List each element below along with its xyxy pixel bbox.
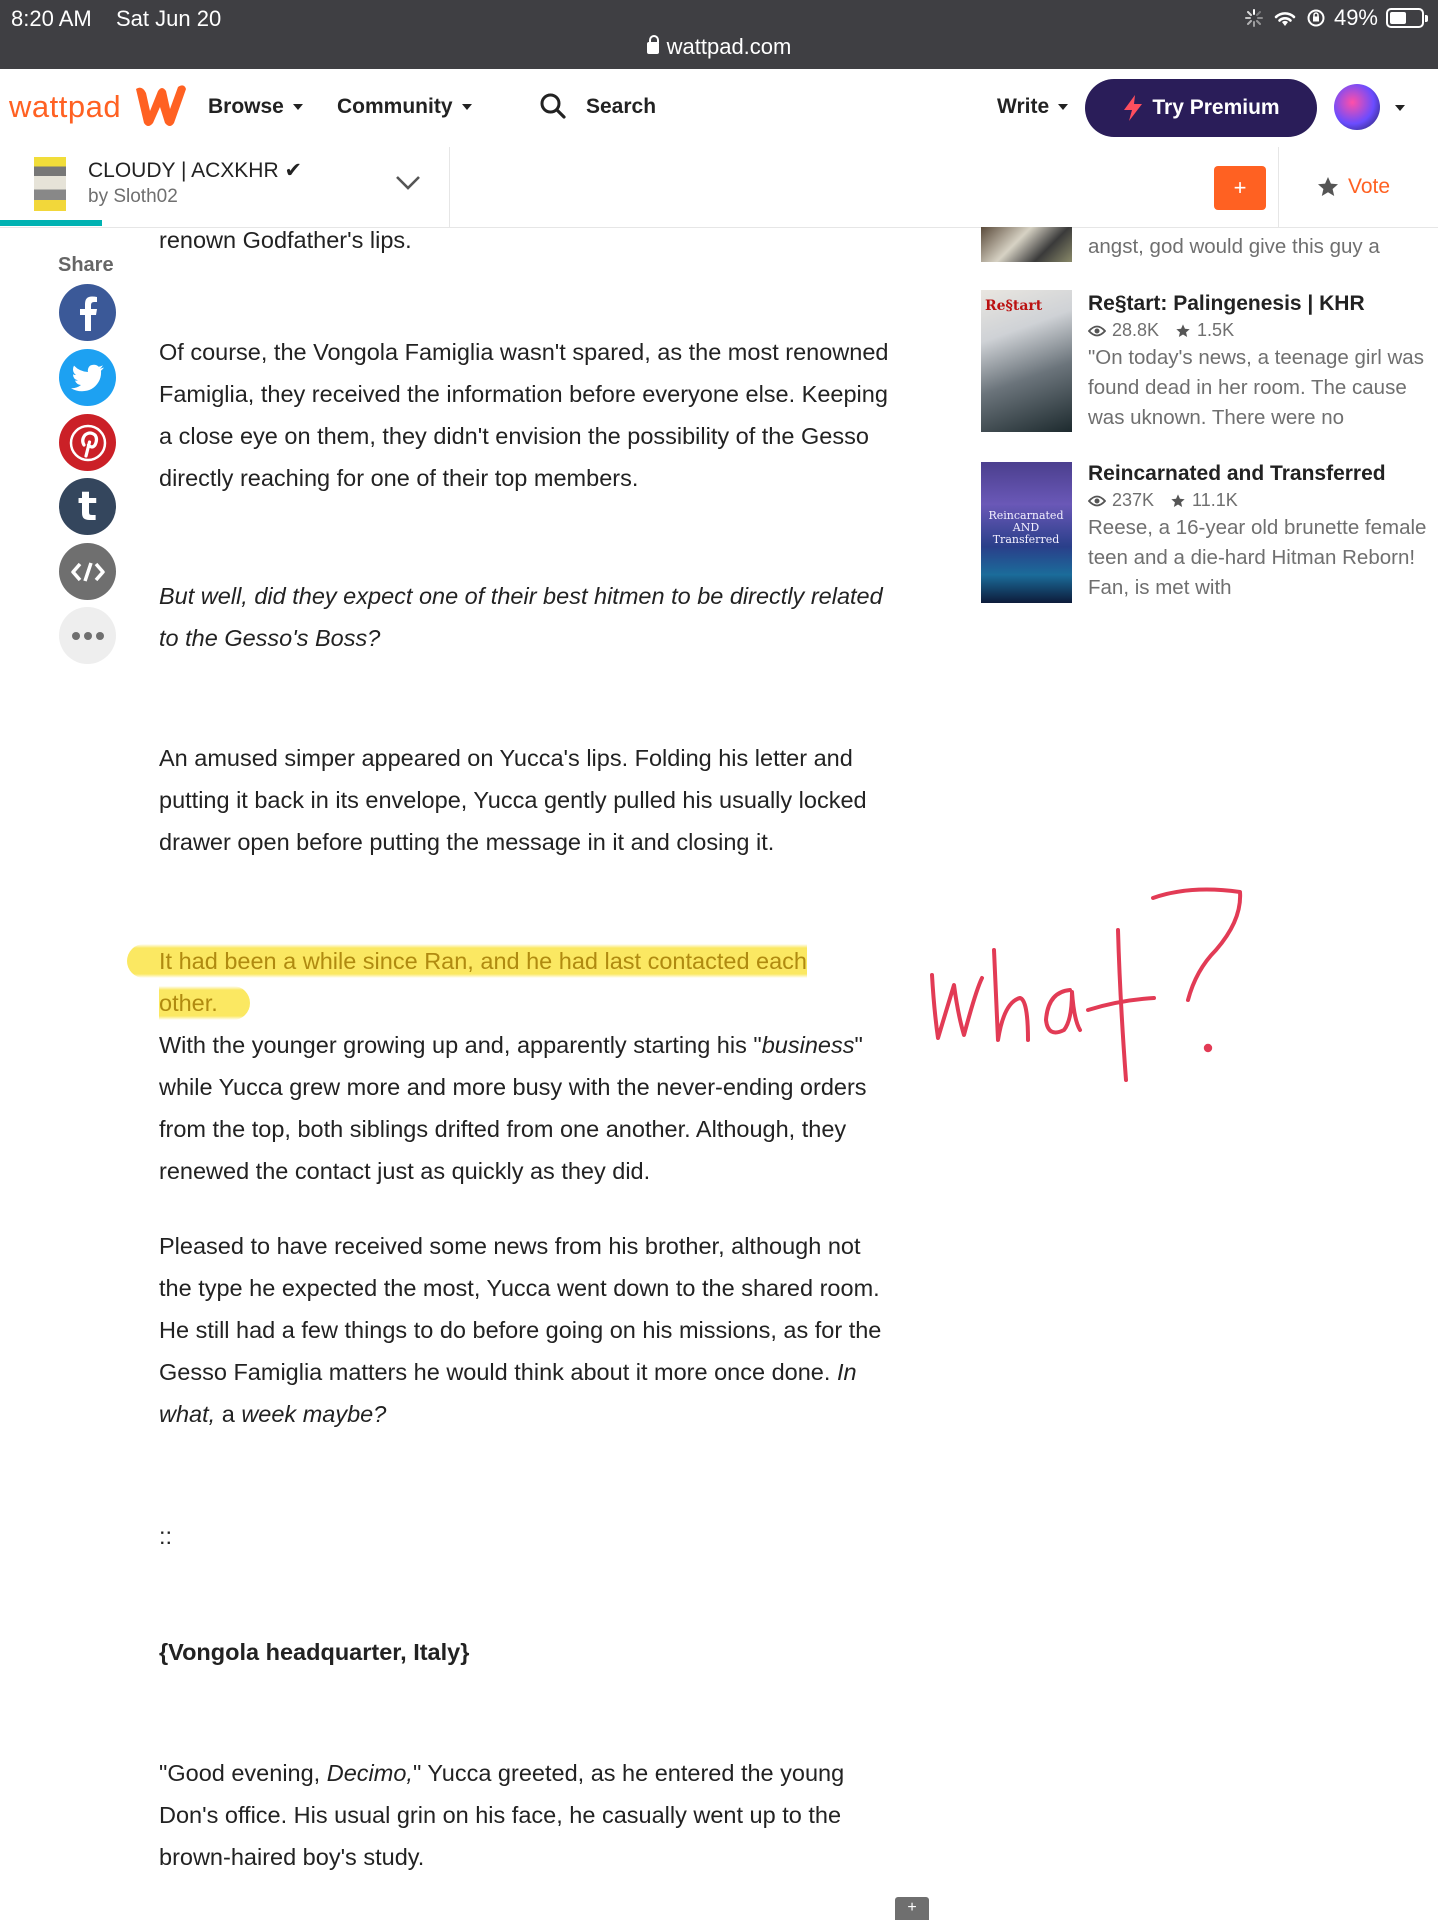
add-comment-button[interactable]: + (895, 1897, 929, 1920)
browse-menu[interactable] (208, 95, 303, 119)
community-label[interactable]: Community (337, 95, 453, 118)
cover-title-text: Re§tart (985, 298, 1043, 314)
facebook-share-button[interactable] (59, 284, 116, 341)
recommendation-cover[interactable] (981, 290, 1072, 432)
vote-button[interactable] (1316, 175, 1390, 199)
battery-icon (1386, 8, 1424, 28)
add-to-list-button[interactable] (1214, 166, 1266, 210)
star-icon (1170, 493, 1186, 509)
star-icon (1316, 175, 1340, 199)
recommendation-title[interactable]: Re§tart: Palingenesis | KHR (1088, 292, 1365, 315)
wifi-icon (1272, 8, 1298, 28)
story-cover-thumbnail[interactable] (34, 157, 66, 211)
votes-count: 11.1K (1192, 490, 1238, 510)
address-bar[interactable] (0, 34, 1438, 60)
search-icon[interactable] (539, 92, 567, 120)
battery-percent: 49% (1333, 5, 1378, 30)
italic-text: But well, did they expect one of their best hitmen to be directly related to the Gesso's Boss? (159, 583, 883, 651)
recommendation-stats (1088, 490, 1238, 511)
url-text[interactable]: wattpad.com (666, 34, 792, 59)
top-navigation (0, 69, 1438, 148)
italic-text: business (761, 1032, 855, 1058)
text-span: With the younger growing up and, apparently starting his " (159, 1032, 762, 1058)
code-icon (71, 561, 105, 583)
embed-share-button[interactable] (59, 543, 116, 600)
text-span: " Yucca greeted, as he entered the young Don's office. His usual grin on his face, he casually went up to the brown-haired boy's study. (159, 1760, 845, 1870)
facebook-icon (77, 295, 99, 331)
recommendation-description[interactable]: Reese, a 16-year old brunette female teen and a die-hard Hitman Reborn! Fan, is met with (1088, 516, 1427, 599)
text-span: a (215, 1401, 242, 1427)
try-premium-label: Try Premium (1152, 96, 1280, 119)
lock-icon (647, 42, 659, 54)
status-date: Sat Jun 20 (116, 6, 222, 31)
status-icons (1244, 5, 1424, 31)
recommendation-title[interactable]: Reincarnated and Transferred (1088, 462, 1386, 485)
text-span: Pleased to have received some news from his brother, although not the type he expected the most, Yucca went down to the shared room. He still had a few things to do before going on his missions, as for the Gesso Famiglia matters he would think about it more once done. (159, 1233, 882, 1385)
divider (449, 147, 450, 227)
browse-label[interactable]: Browse (208, 95, 284, 118)
story-title[interactable]: CLOUDY | ACXKHR ✔ (88, 159, 303, 182)
reads-count: 28.8K (1112, 320, 1160, 340)
eye-icon (1088, 495, 1106, 507)
chevron-down-icon[interactable] (1395, 105, 1405, 111)
try-premium-button[interactable] (1085, 79, 1317, 137)
orientation-lock-icon (1306, 8, 1326, 28)
text-span: "Good evening, (159, 1760, 327, 1786)
more-icon (70, 631, 106, 641)
lightning-icon (1122, 94, 1144, 122)
recommendation-cover[interactable] (981, 227, 1072, 262)
text-span: " while Yucca grew more and more busy with the never-ending orders from the top, both siblings drifted from one another. Although, they renewed the contact just as quickly as they did. (159, 1032, 867, 1184)
chevron-down-icon (1058, 104, 1068, 110)
paragraph: Of course, the Vongola Famiglia wasn't spared, as the most renowned Famiglia, they received the information before everyone else. Keeping a close eye on them, they didn't envision the possibility of the Gesso directly reaching for one of their top members. (159, 339, 889, 491)
recommendation-cover[interactable] (981, 462, 1072, 603)
vote-label: Vote (1348, 175, 1391, 198)
tumblr-share-button[interactable] (59, 478, 116, 535)
wattpad-logo-text[interactable]: wattpad (9, 89, 122, 124)
scene-heading-text: {Vongola headquarter, Italy} (159, 1639, 470, 1665)
wattpad-logo-icon[interactable] (132, 81, 188, 129)
divider (1278, 147, 1279, 227)
chevron-down-icon[interactable] (395, 175, 421, 191)
scene-separator: :: (159, 1523, 173, 1549)
highlighted-text[interactable]: It had been a while since Ran, and he had last contacted each other. (127, 944, 807, 1020)
pinterest-icon (68, 423, 108, 463)
browser-status-bar (0, 0, 1438, 69)
star-icon (1175, 323, 1191, 339)
chevron-down-icon (293, 104, 303, 110)
reading-progress-bar (0, 220, 102, 226)
avatar[interactable] (1334, 84, 1380, 130)
recommendation-description[interactable]: "On today's news, a teenage girl was found dead in her room. The cause was uknown. There were no (1088, 346, 1424, 429)
add-to-list-label: + (1233, 175, 1247, 200)
tumblr-icon: t (77, 483, 98, 530)
more-share-button[interactable] (59, 607, 116, 664)
pinterest-share-button[interactable] (59, 414, 116, 471)
community-menu[interactable] (337, 95, 472, 119)
reads-count: 237K (1112, 490, 1155, 510)
paragraph (159, 575, 899, 659)
status-time: 8:20 AM (11, 6, 92, 31)
recommendation-description[interactable]: angst, god would give this guy a (1088, 235, 1380, 258)
story-header (0, 147, 1438, 228)
paragraph (159, 1752, 899, 1878)
story-author[interactable]: by Sloth02 (88, 186, 178, 207)
italic-text: In what, (159, 1359, 857, 1427)
write-label[interactable]: Write (997, 95, 1050, 118)
twitter-share-button[interactable] (59, 349, 116, 406)
paragraph: An amused simper appeared on Yucca's lips. Folding his letter and putting it back in its envelope, Yucca gently pulled his usually locked drawer open before putting the message in it and closing it. (159, 745, 867, 855)
twitter-icon (71, 364, 105, 392)
loading-icon (1244, 8, 1264, 28)
italic-text: week maybe? (241, 1401, 387, 1427)
paragraph (159, 1225, 899, 1435)
handwritten-annotation (920, 880, 1260, 1090)
search-input[interactable]: Search (586, 95, 657, 118)
share-label: Share (58, 254, 114, 276)
eye-icon (1088, 325, 1106, 337)
recommendation-stats (1088, 320, 1234, 341)
cover-title-text: Reincarnated AND Transferred (988, 509, 1064, 546)
paragraph (159, 940, 899, 1192)
votes-count: 1.5K (1197, 320, 1235, 340)
chevron-down-icon (462, 104, 472, 110)
write-menu[interactable] (997, 95, 1068, 119)
scene-heading (159, 1631, 899, 1673)
paragraph: renown Godfather's lips. (159, 227, 412, 253)
italic-text: Decimo, (326, 1760, 413, 1786)
